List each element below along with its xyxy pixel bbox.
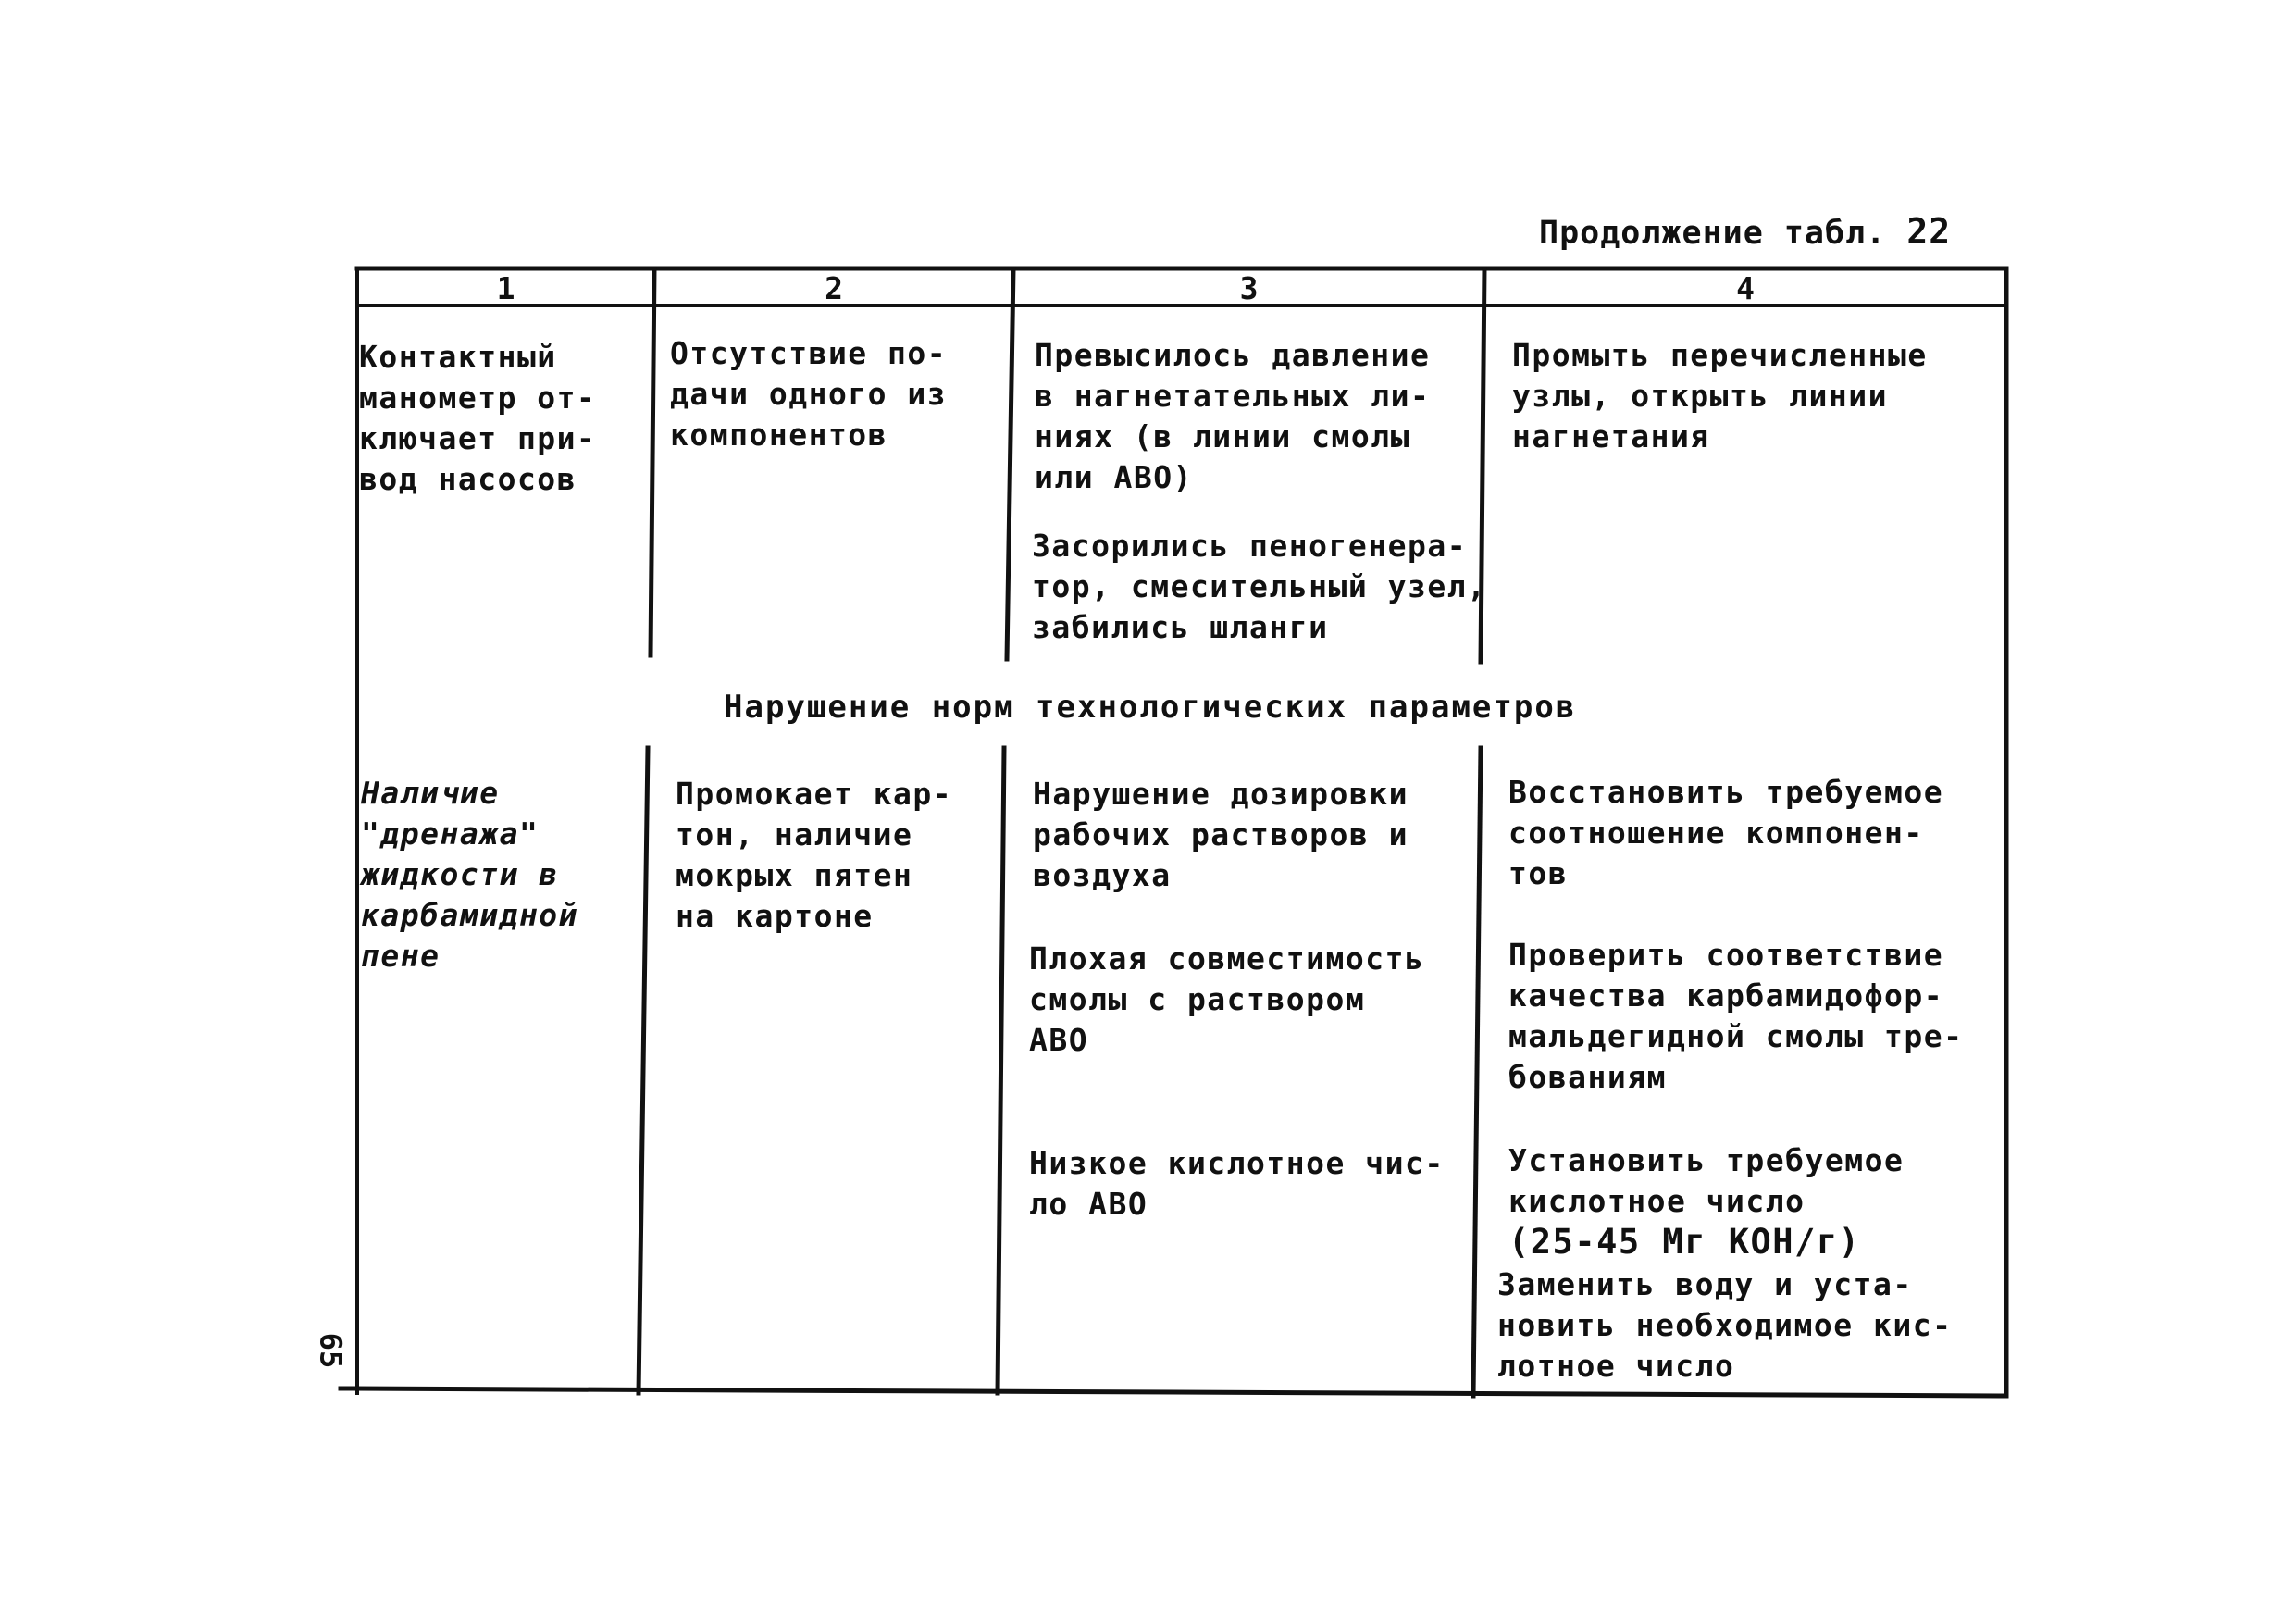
block2-col1: Наличие "дренажа" жидкости в карбамидной пене <box>361 775 579 974</box>
block2-col3-cause-b: Плохая совместимость смолы с раствором АВО <box>1029 940 1425 1058</box>
caption-number: 22 <box>1906 211 1952 252</box>
block2-col3-cause-c: Низкое кислотное чис- ло АВО <box>1029 1145 1445 1222</box>
header-col-2: 2 <box>825 270 843 306</box>
header-col-4: 4 <box>1736 270 1755 306</box>
block2-col4-remedy-b: Проверить соответствие качества карбамидофор- мальдегидной смолы тре- бованиям <box>1508 937 1964 1095</box>
block1-col1: Контактный манометр от- ключает при- вод насосов <box>359 339 597 497</box>
header-col-1: 1 <box>496 270 515 306</box>
header-col-3: 3 <box>1239 270 1259 306</box>
block2-col2: Промокает кар- тон, наличие мокрых пятен на картоне <box>676 776 953 934</box>
block1-col2: Отсутствие по- дачи одного из компонентов <box>670 335 948 453</box>
page-number: 65 <box>313 1332 349 1369</box>
block2-col4-remedy-c: Установить требуемое кислотное число (25-45 Мг КОН/г) <box>1508 1142 1905 1262</box>
block1-col4: Промыть перечисленные узлы, открыть линии нагнетания <box>1512 337 1928 454</box>
section-title: Нарушение норм технологических параметров <box>724 689 1577 726</box>
block2-col4-remedy-a: Восстановить требуемое соотношение компонен- тов <box>1508 774 1944 891</box>
block1-col3-cause-a: Превысилось давление в нагнетательных ли- ниях (в линии смолы или АВО) <box>1035 337 1431 495</box>
block1-col3-cause-b: Засорились пеногенера- тор, смесительный узел, забились шланги <box>1032 528 1487 645</box>
block2-col3-cause-a: Нарушение дозировки рабочих растворов и воздуха <box>1033 776 1409 893</box>
block2-col4-remedy-d: Заменить воду и уста- новить необходимое кис- лотное число <box>1497 1266 1953 1384</box>
table-caption <box>1539 211 1951 252</box>
caption-text: Продолжение табл. <box>1539 215 1887 252</box>
